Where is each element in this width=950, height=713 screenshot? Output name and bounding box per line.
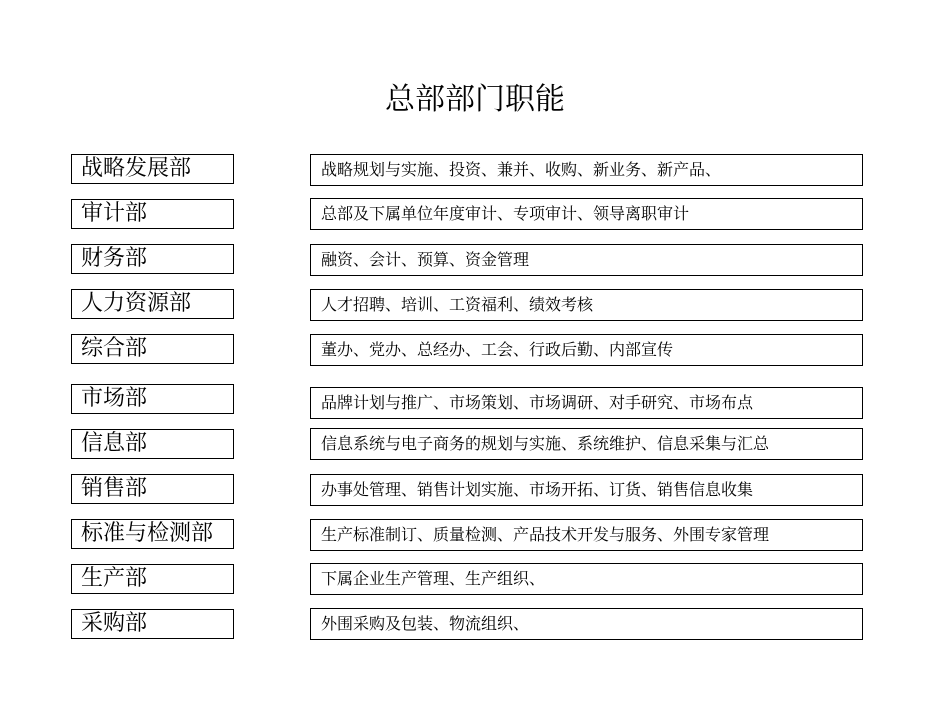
department-functions-production: 下属企业生产管理、生产组织、 xyxy=(310,563,863,595)
department-name-finance: 财务部 xyxy=(71,244,234,274)
department-name-procurement: 采购部 xyxy=(71,609,234,639)
department-functions-procurement: 外围采购及包装、物流组织、 xyxy=(310,608,863,640)
department-name-sales: 销售部 xyxy=(71,474,234,504)
department-functions-marketing: 品牌计划与推广、市场策划、市场调研、对手研究、市场布点 xyxy=(310,387,863,419)
department-functions-sales: 办事处管理、销售计划实施、市场开拓、订货、销售信息收集 xyxy=(310,474,863,506)
department-name-standards: 标准与检测部 xyxy=(71,519,234,549)
department-functions-general: 董办、党办、总经办、工会、行政后勤、内部宣传 xyxy=(310,334,863,366)
department-functions-standards: 生产标准制订、质量检测、产品技术开发与服务、外围专家管理 xyxy=(310,519,863,551)
department-name-information: 信息部 xyxy=(71,429,234,459)
department-name-hr: 人力资源部 xyxy=(71,289,234,319)
page-title: 总部部门职能 xyxy=(385,82,565,117)
department-name-marketing: 市场部 xyxy=(71,384,234,414)
department-name-strategy: 战略发展部 xyxy=(71,154,234,184)
department-functions-audit: 总部及下属单位年度审计、专项审计、领导离职审计 xyxy=(310,198,863,230)
department-functions-hr: 人才招聘、培训、工资福利、绩效考核 xyxy=(310,289,863,321)
department-functions-information: 信息系统与电子商务的规划与实施、系统维护、信息采集与汇总 xyxy=(310,428,863,460)
department-name-production: 生产部 xyxy=(71,564,234,594)
department-name-general: 综合部 xyxy=(71,334,234,364)
department-functions-strategy: 战略规划与实施、投资、兼并、收购、新业务、新产品、 xyxy=(310,154,863,186)
department-name-audit: 审计部 xyxy=(71,199,234,229)
department-functions-finance: 融资、会计、预算、资金管理 xyxy=(310,244,863,276)
